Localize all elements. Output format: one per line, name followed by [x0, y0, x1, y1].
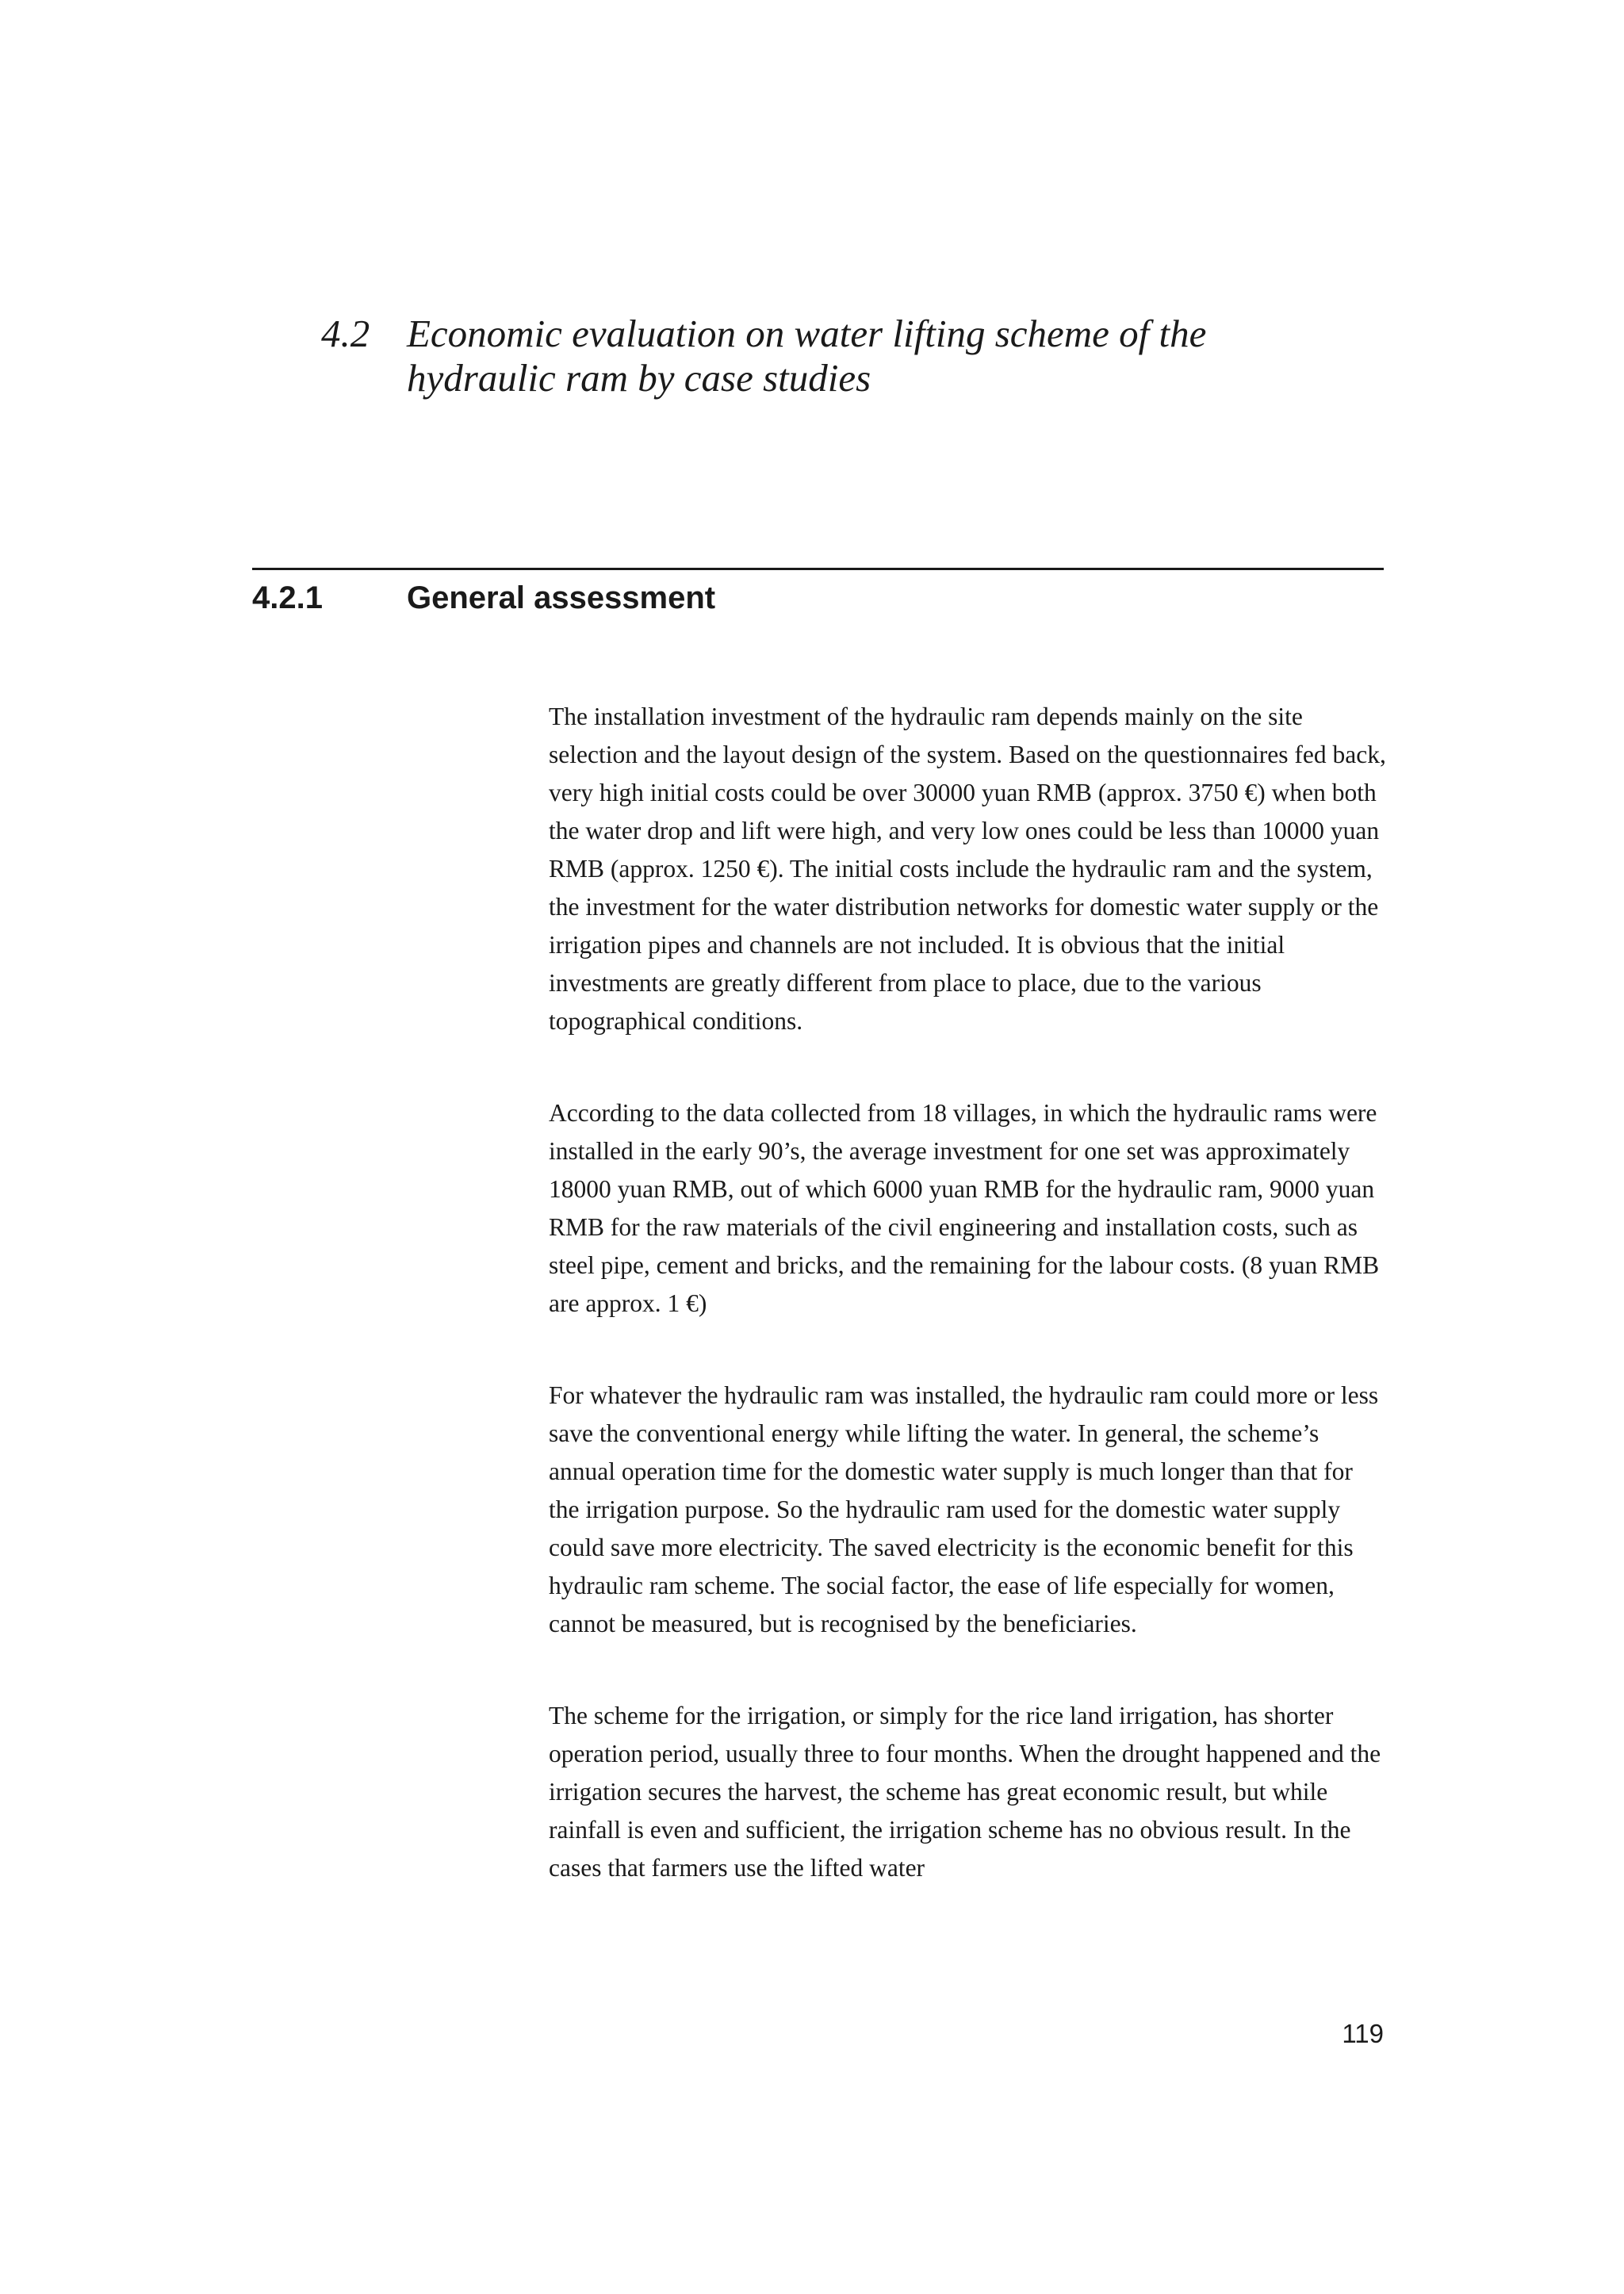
body-text [549, 698, 1389, 1941]
paragraph-3: For whatever the hydraulic ram was installed, the hydraulic ram could more or less save the conventional energy while lifting the water. In general, the scheme’s annual operation time for the domestic water supply is much longer than that for the irrigation purpose. So the hydraulic ram used for the domestic water supply could save more electricity. The saved electricity is the economic benefit for this hydraulic ram scheme. The social factor, the ease of life especially for women, cannot be measured, but is recognised by the beneficiaries. [549, 1381, 1379, 1637]
section-heading [321, 312, 1392, 400]
section-number: 4.2 [321, 312, 370, 355]
subsection-number: 4.2.1 [252, 580, 323, 615]
page-number: 119 [1342, 2019, 1384, 2048]
paragraph-1: The installation investment of the hydraulic ram depends mainly on the site selection and the layout design of the system. Based on the questionnaires fed back, very high initial costs could be over 30000 yuan RMB (approx. 3750 €) when both the water drop and lift were high, and very low ones could be less than 10000 yuan RMB (approx. 1250 €). The initial costs include the hydraulic ram and the system, the investment for the water distribution networks for domestic water supply or the irrigation pipes and channels are not included. It is obvious that the initial investments are greatly different from place to place, due to the various topographical conditions. [549, 703, 1386, 1035]
heading-divider [252, 568, 1384, 570]
subsection-title: General assessment [407, 580, 716, 615]
paragraph-2: According to the data collected from 18 villages, in which the hydraulic rams were installed in the early 90’s, the average investment for one set was approximately 18000 yuan RMB, out of which 6000 yuan RMB for the hydraulic ram, 9000 yuan RMB for the raw materials of the civil engineering and installation costs, such as steel pipe, cement and bricks, and the remaining for the labour costs. (8 yuan RMB are approx. 1 €) [549, 1099, 1380, 1317]
paragraph-4: The scheme for the irrigation, or simply for the rice land irrigation, has shorter operation period, usually three to four months. When the drought happened and the irrigation secures the harvest, the scheme has great economic result, but while rainfall is even and sufficient, the irrigation scheme has no obvious result. In the cases that farmers use the lifted water [549, 1702, 1381, 1882]
section-title: Economic evaluation on water lifting scheme of the hydraulic ram by case studies [407, 312, 1207, 400]
